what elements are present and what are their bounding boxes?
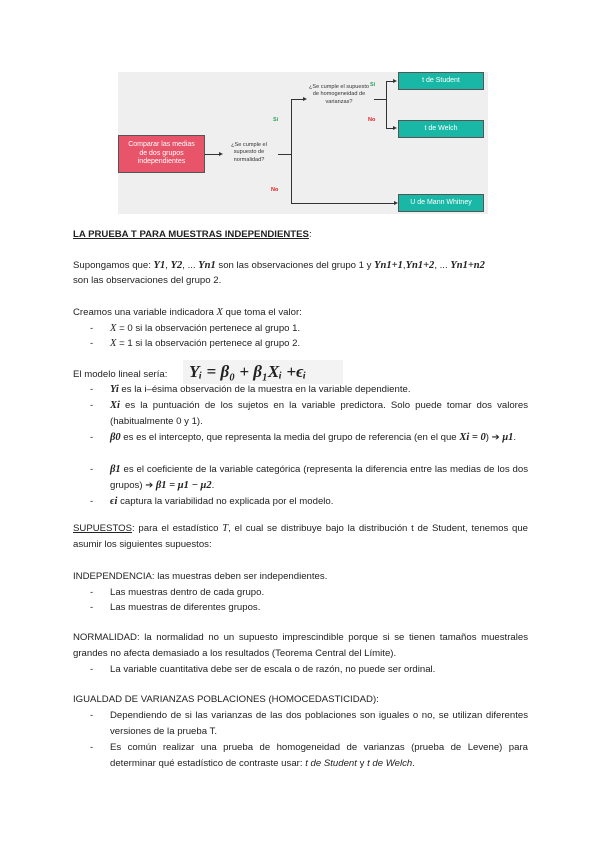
result-t-welch: t de Welch [398, 120, 484, 138]
text: t de Welch [367, 758, 413, 769]
math-var: T [222, 523, 229, 534]
bullet: - [90, 338, 94, 349]
section-heading [73, 227, 528, 243]
text: Supongamos que: [73, 260, 154, 271]
bullet: - [90, 710, 94, 721]
supuestos-title: SUPUESTOS [73, 523, 133, 534]
bullet: - [90, 664, 94, 675]
math-var: Yi [110, 384, 119, 395]
list-item [90, 585, 528, 601]
text: Creamos una variable indicadora [73, 307, 217, 318]
label-si: Sí [370, 82, 376, 88]
igualdad-title: IGUALDAD DE VARIANZAS POBLACIONES (HOMOCEDASTICIDAD): [73, 694, 379, 705]
result-t-student: t de Student [398, 72, 484, 90]
paragraph-observations-line2: son las observaciones del grupo 2. [73, 275, 222, 286]
text: La variable cuantitativa debe ser de escala o de razón, no puede ser ordinal. [110, 664, 436, 675]
bullet: - [90, 384, 94, 395]
start-box: Comparar las medias de dos grupos independientes [118, 135, 205, 173]
list-item [90, 662, 528, 678]
normalidad-paragraph: NORMALIDAD: la normalidad no un supuesto imprescindible porque si se tienen tamaños muestrales grandes no afecta demasiado a los resultados (Teorema Central del Límite). [73, 632, 528, 659]
model-label: El modelo lineal sería: [73, 369, 168, 380]
list-item [90, 462, 528, 494]
bullet: - [90, 432, 94, 443]
list-item [90, 321, 528, 337]
text: . [513, 432, 517, 443]
math-var: β0 [110, 432, 121, 443]
heading-colon: : [308, 229, 312, 240]
text: es la i–ésima observación de la muestra en la variable dependiente. [118, 384, 411, 395]
math-var: Yn1+2 [405, 260, 435, 271]
text: que toma el valor: [222, 307, 302, 318]
connector [291, 99, 292, 203]
text: = 0 si la observación pertenece al grupo 1. [116, 323, 301, 334]
arrow-icon [303, 97, 307, 101]
text: t de Student [305, 758, 357, 769]
math-var: μ1 [502, 432, 514, 443]
math-var: X [110, 323, 117, 334]
arrow-icon [219, 152, 223, 156]
text: Las muestras dentro de cada grupo. [110, 587, 265, 598]
math-var: Yn1+n2 [450, 260, 485, 271]
text: es el coeficiente de la variable categórica (representa la diferencia entre las medias de los dos grupos) [110, 464, 528, 491]
label-no: No [368, 117, 376, 123]
paragraph-observations-line1 [73, 258, 528, 274]
independencia-title: INDEPENDENCIA: las muestras deben ser independientes. [73, 571, 328, 582]
question-normality: ¿Se cumple el supuesto de normalidad? [231, 142, 267, 163]
text: es la puntuación de los sujetos en la variable predictora. Solo puede tomar dos valores (habitualmente 0 y 1). [110, 400, 528, 427]
connector [291, 203, 396, 204]
math-var: X [110, 338, 117, 349]
list-item [90, 740, 528, 772]
linear-model-formula: Yᵢ = β₀ + β₁Xᵢ +ϵᵢ [183, 360, 343, 384]
text: . [211, 480, 215, 491]
text: y [356, 758, 368, 769]
math-var: Xi = 0 [459, 432, 486, 443]
math-var: Y1 [153, 260, 166, 271]
list-item [90, 382, 528, 398]
text: . [412, 758, 415, 769]
list-item [90, 494, 528, 510]
arrow-icon [393, 79, 397, 83]
arrow-icon [393, 126, 397, 130]
math-var: X [216, 307, 223, 318]
list-item [90, 430, 528, 446]
list-item [90, 600, 528, 616]
text: ) [485, 432, 492, 443]
result-mann-whitney: U de Mann Whitney [398, 194, 484, 212]
bullet: - [90, 464, 94, 475]
math-var: ϵi [110, 496, 118, 507]
text: , el cual se distribuye bajo la distribución t de Student, tenemos que asumir los siguientes supuestos: [73, 523, 528, 550]
bullet: - [90, 602, 94, 613]
connector [374, 99, 386, 100]
arrow-right-icon: ➔ [145, 480, 154, 491]
math-var: Xi [110, 400, 120, 411]
label-no: No [271, 187, 279, 193]
arrow-right-icon: ➔ [491, 432, 500, 443]
label-si: Sí [273, 117, 279, 123]
text: = 1 si la observación pertenece al grupo 2. [116, 338, 301, 349]
bullet: - [90, 496, 94, 507]
list-item [90, 398, 528, 430]
connector [278, 154, 291, 155]
text: captura la variabilidad no explicada por el modelo. [117, 496, 334, 507]
connector [386, 81, 387, 129]
text: , [165, 260, 171, 271]
text: Dependiendo de si las varianzas de las dos poblaciones son iguales o no, se utilizan diferentes versiones de la prueba T. [110, 710, 528, 737]
list-item [90, 336, 528, 352]
text: es es el intercepto, que representa la media del grupo de referencia (en el que [120, 432, 460, 443]
paragraph-indicator [73, 305, 528, 321]
text: : para el estadístico [132, 523, 223, 534]
math-var: β1 [110, 464, 121, 475]
bullet: - [90, 323, 94, 334]
text: , ... [182, 260, 199, 271]
list-item [90, 708, 528, 740]
math-var: Yn1+1 [374, 260, 403, 271]
text: Es común realizar una prueba de homogeneidad de varianzas (prueba de Levene) para determinar qué estadístico de contraste usar: [110, 742, 528, 769]
bullet: - [90, 742, 94, 753]
text: Las muestras de diferentes grupos. [110, 602, 261, 613]
math-var: β1 = μ1 − μ2 [155, 480, 212, 491]
bullet: - [90, 400, 94, 411]
text: , [402, 260, 406, 271]
math-var: Y2 [170, 260, 183, 271]
question-homogeneity: ¿Se cumple el supuesto de homogeneidad de varianzas? [308, 84, 369, 105]
bullet: - [90, 587, 94, 598]
paragraph-supuestos [73, 521, 528, 553]
heading-text: LA PRUEBA T PARA MUESTRAS INDEPENDIENTES [73, 229, 309, 240]
text: , ... [434, 260, 451, 271]
text: son las observaciones del grupo 1 y [215, 260, 375, 271]
decision-flowchart [118, 72, 488, 214]
math-var: Yn1 [198, 260, 216, 271]
